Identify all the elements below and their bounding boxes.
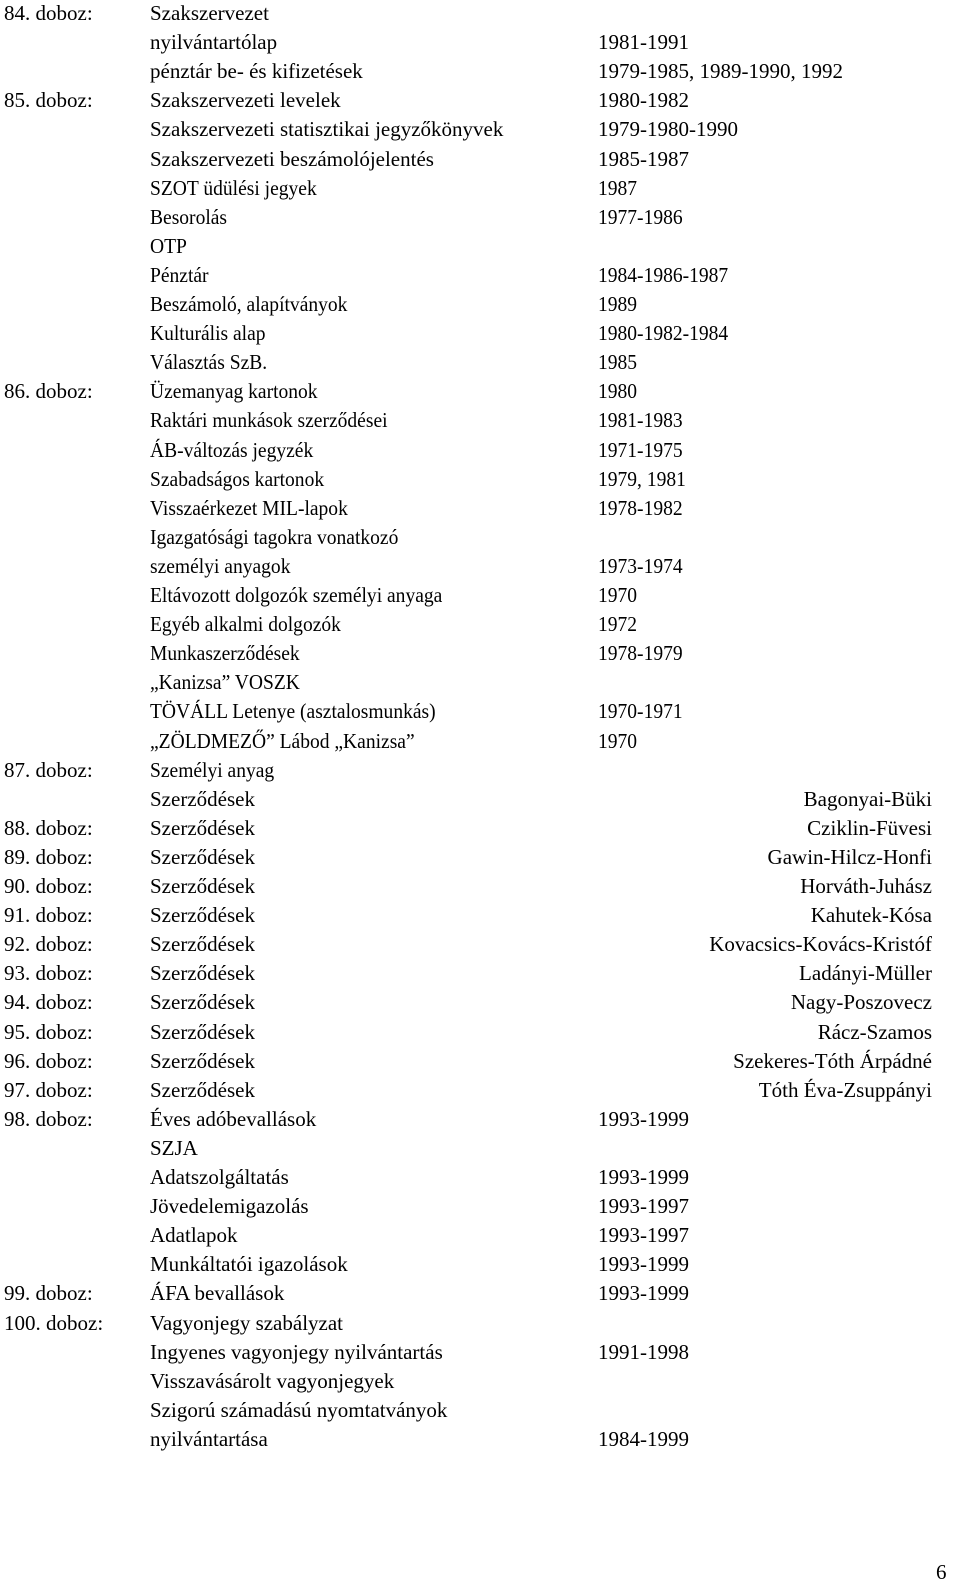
record-title <box>150 610 355 639</box>
record-title <box>150 174 329 203</box>
list-row <box>0 319 940 348</box>
record-dates <box>598 377 640 406</box>
record-title <box>150 697 457 726</box>
record-names: Rácz-Szamos <box>817 1019 932 1044</box>
box-number: 97. doboz: <box>4 1077 93 1102</box>
record-names: Tóth Éva-Zsuppányi <box>758 1077 932 1102</box>
list-row <box>0 203 940 232</box>
record-dates: 1981-1991 <box>598 30 689 55</box>
record-dates: 1979-1980-1990 <box>598 117 738 142</box>
record-title: Ingyenes vagyonjegy nyilvántartás <box>150 1339 443 1364</box>
record-title: Szerződések <box>150 1019 255 1044</box>
list-row <box>0 930 940 959</box>
record-dates <box>598 174 640 203</box>
record-title: nyilvántartása <box>150 1426 268 1451</box>
list-row <box>0 1396 940 1425</box>
list-row <box>0 843 940 872</box>
list-row <box>0 610 940 639</box>
list-row <box>0 581 940 610</box>
box-number: 89. doboz: <box>4 844 93 869</box>
record-title <box>150 203 233 232</box>
record-title-text: SZOT üdülési jegyek <box>150 175 317 200</box>
list-row <box>0 901 940 930</box>
box-number: 93. doboz: <box>4 961 93 986</box>
record-dates-text: 1980-1982-1984 <box>598 321 729 346</box>
box-number: 96. doboz: <box>4 1048 93 1073</box>
list-row <box>0 377 940 406</box>
record-title <box>150 261 213 290</box>
record-title <box>150 727 435 756</box>
record-dates <box>598 697 689 726</box>
record-title: ÁFA bevallások <box>150 1281 285 1306</box>
list-row <box>0 959 940 988</box>
record-dates-text: 1989 <box>598 292 638 316</box>
record-names: Kahutek-Kósa <box>810 903 932 928</box>
box-number: 90. doboz: <box>4 874 93 898</box>
record-title: Szigorú számadású nyomtatványok <box>150 1397 448 1422</box>
record-dates-text: 1970 <box>598 583 638 607</box>
record-dates-text: 1970-1971 <box>598 699 683 724</box>
box-number: 94. doboz: <box>4 990 93 1015</box>
box-number: 84. doboz: <box>4 1 93 25</box>
list-row <box>0 1192 940 1221</box>
record-title <box>150 756 284 785</box>
list-row <box>0 1309 940 1338</box>
record-dates <box>598 348 640 377</box>
record-dates <box>598 203 689 232</box>
list-row <box>0 1047 940 1076</box>
box-number: 98. doboz: <box>4 1106 93 1131</box>
box-number: 99. doboz: <box>4 1281 93 1306</box>
box-number: 100. doboz: <box>4 1310 104 1335</box>
record-names: Nagy-Poszovecz <box>790 990 932 1015</box>
record-title: Jövedelemigazolás <box>150 1194 309 1219</box>
record-title-text: Szabadságos kartonok <box>150 466 325 491</box>
record-names: Ladányi-Müller <box>799 961 932 986</box>
record-title <box>150 406 405 435</box>
record-title <box>150 377 330 406</box>
list-row <box>0 1163 940 1192</box>
list-row <box>0 436 940 465</box>
record-title: SZJA <box>150 1135 198 1160</box>
record-dates-text: 1981-1983 <box>598 408 683 433</box>
list-row <box>0 115 940 144</box>
record-dates-text: 1979, 1981 <box>598 466 686 491</box>
record-dates: 1985-1987 <box>598 146 689 171</box>
record-dates <box>598 465 693 494</box>
list-row <box>0 0 940 28</box>
record-title-text: Visszaérkezet MIL-lapok <box>150 495 348 520</box>
record-title: Szerződések <box>150 932 255 957</box>
record-title-text: Igazgatósági tagokra vonatkozó <box>150 524 399 549</box>
box-number: 85. doboz: <box>4 88 93 113</box>
list-row <box>0 814 940 843</box>
record-title: Szakszervezet <box>150 1 269 25</box>
list-row <box>0 145 940 174</box>
box-number: 91. doboz: <box>4 903 93 928</box>
list-row <box>0 494 940 523</box>
record-title: Munkáltatói igazolások <box>150 1252 348 1277</box>
record-dates <box>598 319 738 348</box>
list-row <box>0 785 940 814</box>
list-row <box>0 86 940 115</box>
record-title: nyilvántartólap <box>150 30 278 55</box>
list-row <box>0 639 940 668</box>
list-row <box>0 1279 940 1308</box>
record-title-text: OTP <box>150 233 187 258</box>
record-title: Szerződések <box>150 990 255 1015</box>
list-row <box>0 1367 940 1396</box>
list-row <box>0 1105 940 1134</box>
record-title: Szerződések <box>150 961 255 986</box>
list-row <box>0 28 940 57</box>
record-dates: 1991-1998 <box>598 1339 689 1364</box>
record-dates <box>598 610 640 639</box>
record-title <box>150 232 190 261</box>
record-dates <box>598 581 640 610</box>
box-number: 87. doboz: <box>4 757 93 782</box>
record-title: Adatszolgáltatás <box>150 1165 289 1189</box>
record-dates: 1993-1999 <box>598 1281 689 1306</box>
list-row <box>0 1134 940 1163</box>
record-names: Cziklin-Füvesi <box>807 815 932 840</box>
record-title <box>150 494 363 523</box>
record-title: Éves adóbevallások <box>150 1106 317 1131</box>
record-title-text: „Kanizsa” VOSZK <box>150 670 300 695</box>
record-dates: 1993-1997 <box>598 1194 689 1219</box>
record-dates: 1980-1982 <box>598 88 689 113</box>
list-row <box>0 523 940 552</box>
record-dates-text: 1978-1979 <box>598 641 683 666</box>
record-title-text: Raktári munkások szerződései <box>150 408 388 433</box>
record-dates-text: 1987 <box>598 175 638 200</box>
record-dates-text: 1972 <box>598 612 638 637</box>
list-row <box>0 290 940 319</box>
box-number: 92. doboz: <box>4 932 93 957</box>
record-dates <box>598 552 689 581</box>
record-title: Szakszervezeti statisztikai jegyzőkönyvek <box>150 117 504 142</box>
record-title <box>150 668 311 697</box>
record-dates: 1993-1999 <box>598 1106 689 1131</box>
record-title-text: Eltávozott dolgozók személyi anyaga <box>150 583 443 607</box>
record-title: Szerződések <box>150 874 255 898</box>
record-title <box>150 552 301 581</box>
list-row <box>0 1018 940 1047</box>
record-dates <box>598 639 689 668</box>
list-row <box>0 174 940 203</box>
record-title <box>150 639 311 668</box>
record-title-text: TÖVÁLL Letenye (asztalosmunkás) <box>150 699 436 724</box>
list-row <box>0 348 940 377</box>
record-dates: 1993-1997 <box>598 1223 689 1248</box>
record-dates <box>598 436 689 465</box>
record-title-text: ÁB-változás jegyzék <box>150 437 314 462</box>
record-names: Horváth-Juhász <box>800 874 932 898</box>
record-title: Szakszervezeti beszámolójelentés <box>150 146 434 171</box>
record-dates <box>598 261 738 290</box>
list-row <box>0 1221 940 1250</box>
list-row <box>0 552 940 581</box>
list-row <box>0 1338 940 1367</box>
record-dates: 1979-1985, 1989-1990, 1992 <box>598 59 843 84</box>
record-dates-text: 1980 <box>598 379 638 404</box>
list-row <box>0 232 940 261</box>
record-title-text: Beszámoló, alapítványok <box>150 292 348 316</box>
record-title-text: Kulturális alap <box>150 321 266 346</box>
record-title: pénztár be- és kifizetések <box>150 59 363 84</box>
list-row <box>0 57 940 86</box>
record-dates-text: 1985 <box>598 350 638 375</box>
record-dates-text: 1971-1975 <box>598 437 683 462</box>
record-title-text: „ZÖLDMEZŐ” Lábod „Kanizsa” <box>150 728 415 753</box>
record-dates-text: 1970 <box>598 728 638 753</box>
record-title <box>150 290 362 319</box>
record-names: Szekeres-Tóth Árpádné <box>733 1048 932 1073</box>
record-title-text: Választás SzB. <box>150 350 268 375</box>
list-row <box>0 1076 940 1105</box>
page-number: 6 <box>936 1560 947 1584</box>
list-row <box>0 465 940 494</box>
record-title: Szakszervezeti levelek <box>150 88 341 113</box>
record-title: Szerződések <box>150 1077 255 1102</box>
record-title-text: Munkaszerződések <box>150 641 300 666</box>
record-dates-text: 1973-1974 <box>598 553 683 578</box>
record-dates-text: 1984-1986-1987 <box>598 262 729 287</box>
record-title-text: Személyi anyag <box>150 757 275 782</box>
record-title: Szerződések <box>150 815 255 840</box>
record-dates-text: 1978-1982 <box>598 495 683 520</box>
record-title: Vagyonjegy szabályzat <box>150 1310 344 1335</box>
record-dates <box>598 727 640 756</box>
record-title <box>150 523 417 552</box>
record-dates-text: 1977-1986 <box>598 204 683 229</box>
record-names: Kovacsics-Kovács-Kristóf <box>709 932 932 957</box>
list-row <box>0 1425 940 1454</box>
record-title: Visszavásárolt vagyonjegyek <box>150 1368 395 1393</box>
record-title <box>150 319 274 348</box>
record-title <box>150 436 326 465</box>
record-title <box>150 465 337 494</box>
box-number: 88. doboz: <box>4 815 93 840</box>
box-number: 95. doboz: <box>4 1019 93 1044</box>
list-row <box>0 988 940 1017</box>
record-dates: 1993-1999 <box>598 1165 689 1189</box>
list-row <box>0 1250 940 1279</box>
record-title-text: személyi anyagok <box>150 553 291 578</box>
record-title <box>150 581 464 610</box>
record-title-text: Pénztár <box>150 262 209 287</box>
list-row <box>0 668 940 697</box>
list-row <box>0 872 940 901</box>
list-row <box>0 406 940 435</box>
record-title <box>150 348 276 377</box>
record-title-text: Üzemanyag kartonok <box>150 379 318 404</box>
record-names: Bagonyai-Büki <box>803 786 932 811</box>
record-title: Szerződések <box>150 844 255 869</box>
list-row <box>0 727 940 756</box>
list-row <box>0 261 940 290</box>
record-title-text: Besorolás <box>150 204 228 229</box>
record-dates: 1984-1999 <box>598 1426 689 1451</box>
record-title: Adatlapok <box>150 1223 238 1248</box>
box-number: 86. doboz: <box>4 379 93 404</box>
list-row <box>0 756 940 785</box>
record-dates <box>598 290 640 319</box>
list-row <box>0 697 940 726</box>
record-title: Szerződések <box>150 1048 255 1073</box>
record-dates <box>598 494 689 523</box>
record-title: Szerződések <box>150 903 255 928</box>
record-title: Szerződések <box>150 786 255 811</box>
record-dates: 1993-1999 <box>598 1252 689 1277</box>
record-names: Gawin-Hilcz-Honfi <box>767 844 932 869</box>
record-dates <box>598 406 689 435</box>
record-title-text: Egyéb alkalmi dolgozók <box>150 612 341 637</box>
